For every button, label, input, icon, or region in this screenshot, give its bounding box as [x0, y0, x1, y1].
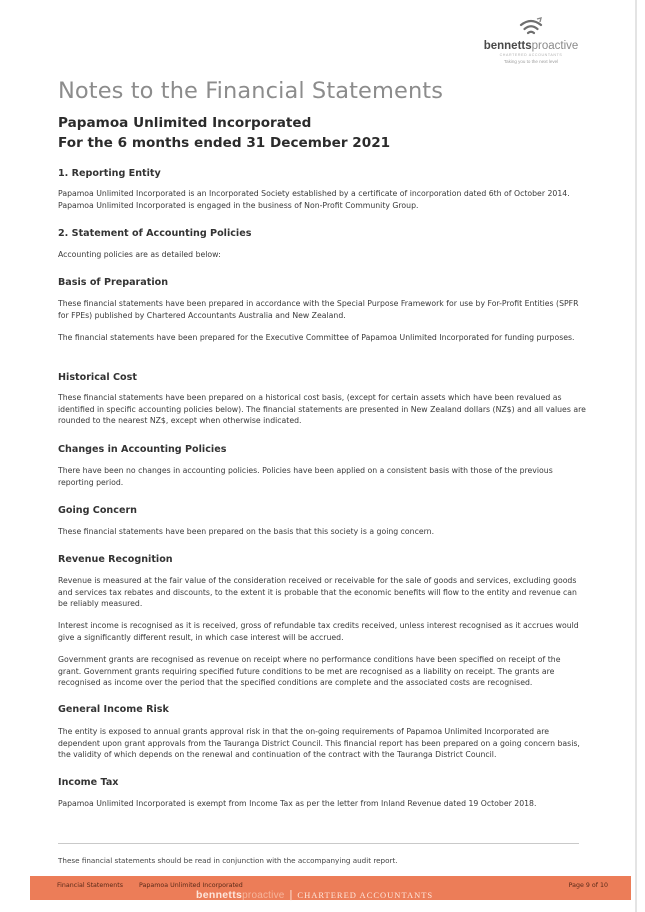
para-reporting-entity: Papamoa Unlimited Incorporated is an Incorporated Society established by a certificate of incorporation dated 6th of October 2014. Papamoa Unlimited Incorporated is engaged in the business of Non-Profit Community Group.: [58, 189, 570, 210]
para-basis-2: The financial statements have been prepared for the Executive Committee of Papamoa Unlimited Incorporated for funding purposes.: [58, 333, 575, 342]
heading-general-income-risk: General Income Risk: [58, 704, 169, 715]
heading-reporting-entity: 1. Reporting Entity: [58, 168, 161, 179]
footer-divider: [58, 843, 579, 844]
logo-subline: CHARTERED ACCOUNTANTS: [499, 53, 563, 57]
para-revenue-1: Revenue is measured at the fair value of the consideration received or receivable for the sale of goods and services, excluding goods and services tax rebates and discounts, to the extent it is probable that the economic benefits will flow to the entity and revenue can be reliably measured.: [58, 576, 577, 609]
para-general-income-risk: The entity is exposed to annual grants approval risk in that the on-going requirements of Papamoa Unlimited Incorporated are dependent upon grant approvals from the Tauranga District Council. This financial report has been prepared on a going concern basis, the validity of which depends on the renewal and continuation of the contract with the Tauranga District Council.: [58, 727, 580, 760]
footer-label-financial-statements: Financial Statements: [57, 882, 123, 889]
logo-brand-bold: bennetts: [483, 40, 532, 52]
footer-audit-note: These financial statements should be read in conjunction with the accompanying audit report.: [58, 856, 398, 865]
heading-revenue-recognition: Revenue Recognition: [58, 554, 173, 565]
document-title: Notes to the Financial Statements: [58, 78, 444, 104]
reporting-period: For the 6 months ended 31 December 2021: [58, 135, 391, 151]
logo-wifi-icon: [518, 16, 544, 38]
heading-historical-cost: Historical Cost: [58, 372, 137, 383]
para-changes-in-policies: There have been no changes in accounting policies. Policies have been applied on a consistent basis with those of the previous reporting period.: [58, 466, 553, 487]
logo-brand-light: proactive: [531, 40, 579, 52]
para-revenue-3: Government grants are recognised as revenue on receipt where no performance conditions have been specified on receipt of the grant. Government grants requiring specified future conditions to be met are recognised as a liability on receipt. The grants are recognised as income over the period that the specified conditions are complete and the associated costs are recognised.: [58, 655, 561, 688]
para-accounting-policies: Accounting policies are as detailed below:: [58, 250, 221, 259]
para-basis-1: These financial statements have been prepared in accordance with the Special Purpose Framework for use by For-Profit Entities (SPFR for FPEs) published by Chartered Accountants Australia and New Zealand.: [58, 299, 579, 320]
heading-income-tax: Income Tax: [58, 777, 119, 788]
para-going-concern: These financial statements have been prepared on the basis that this society is a going concern.: [58, 527, 435, 536]
heading-basis-of-preparation: Basis of Preparation: [58, 277, 169, 288]
para-historical-cost: These financial statements have been prepared on a historical cost basis, (except for certain assets which have been revalued as identified in specific accounting policies below). The financial statements are presented in New Zealand dollars (NZ$) and all values are rounded to the nearest NZ$, except when otherwise indicated.: [58, 393, 586, 426]
heading-accounting-policies: 2. Statement of Accounting Policies: [58, 228, 252, 239]
para-revenue-2: Interest income is recognised as it is received, gross of refundable tax credits received, unless interest recognised as it accrues would give a significantly different result, in which case interest will be accrued.: [58, 621, 579, 642]
footer-bar: [30, 876, 631, 900]
heading-going-concern: Going Concern: [58, 505, 138, 516]
logo-wordmark: [476, 40, 586, 52]
footer-brand: [196, 885, 433, 903]
footer-label-entity: Papamoa Unlimited Incorporated: [139, 882, 243, 889]
para-income-tax: Papamoa Unlimited Incorporated is exempt from Income Tax as per the letter from Inland Revenue dated 19 October 2018.: [58, 799, 537, 808]
footer-brand-light: proactive: [242, 890, 285, 901]
footer-brand-separator: |: [289, 889, 293, 901]
footer-chartered-accountants: CHARTERED ACCOUNTANTS: [297, 890, 434, 900]
footer-brand-bold: bennetts: [196, 889, 243, 901]
page-number: Page 9 of 10: [568, 882, 608, 889]
entity-name: Papamoa Unlimited Incorporated: [58, 115, 312, 131]
logo-tagline: Taking you to the next level: [503, 59, 559, 64]
heading-changes-in-policies: Changes in Accounting Policies: [58, 444, 227, 455]
page-edge: [635, 0, 637, 912]
company-logo: [476, 16, 586, 64]
